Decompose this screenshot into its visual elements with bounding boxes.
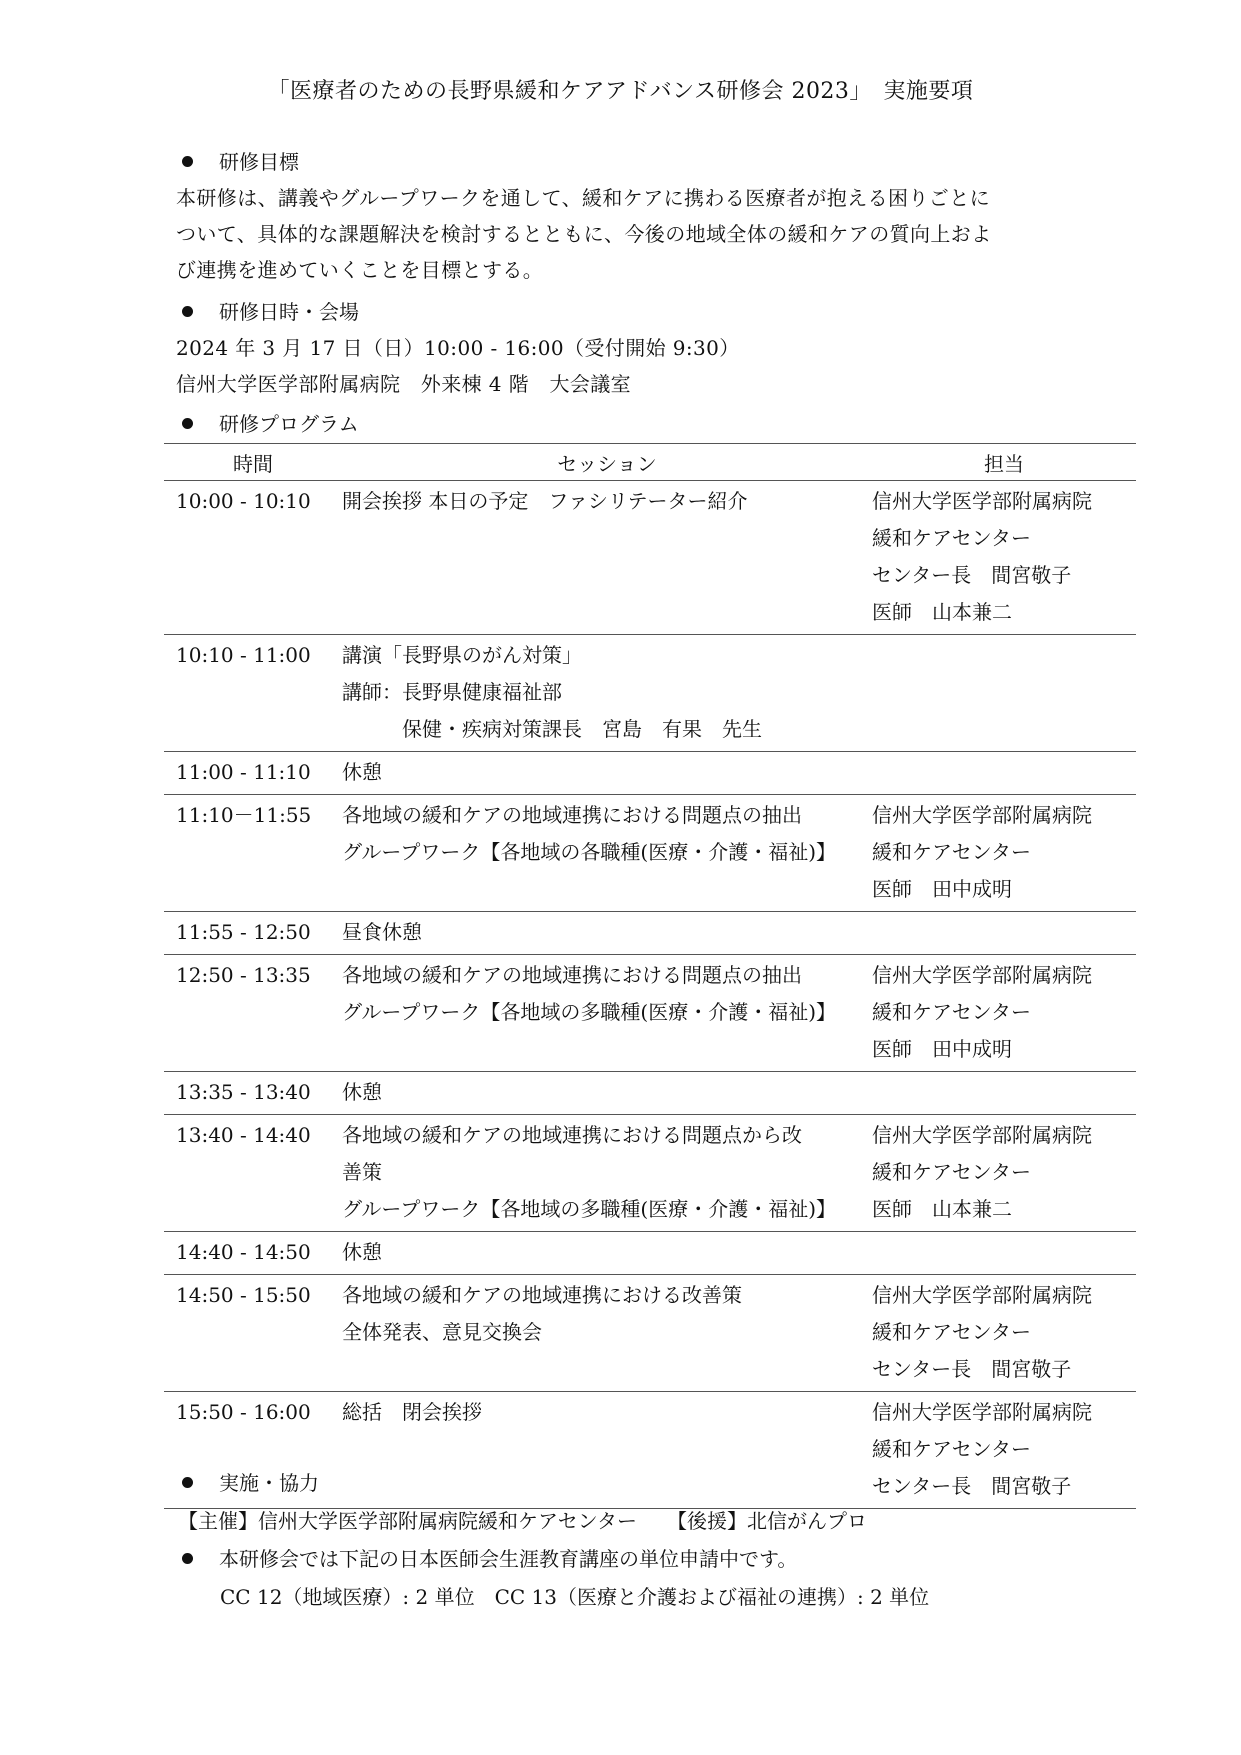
resp-line: 信州大学医学部附属病院 xyxy=(872,1400,1092,1424)
session-cell xyxy=(342,1232,872,1275)
table-row xyxy=(164,912,1136,955)
time-text: 13:40 - 14:40 xyxy=(176,1123,311,1147)
session-line: 休憩 xyxy=(342,760,382,784)
session-line: 休憩 xyxy=(342,1080,382,1104)
time-cell xyxy=(164,1115,342,1232)
time-cell xyxy=(164,635,342,752)
resp-cell xyxy=(872,635,1136,752)
table-row xyxy=(164,795,1136,912)
goal-line: 本研修は、講義やグループワークを通して、緩和ケアに携わる医療者が抱える困りごとに xyxy=(176,186,990,210)
organizer-heading: 実施・協力 xyxy=(176,1465,319,1501)
session-line: 休憩 xyxy=(342,1240,382,1264)
event-venue: 信州大学医学部附属病院 外来棟 4 階 大会議室 xyxy=(176,372,632,396)
resp-cell xyxy=(872,795,1136,912)
resp-line: センター長 間宮敬子 xyxy=(872,1474,1072,1498)
table-row xyxy=(164,1115,1136,1232)
session-line: 各地域の緩和ケアの地域連携における問題点から改 xyxy=(342,1123,802,1147)
column-header-resp: 担当 xyxy=(872,444,1136,481)
program-heading: 研修プログラム xyxy=(176,406,359,442)
session-line: 開会挨拶 本日の予定 ファシリテーター紹介 xyxy=(342,489,748,513)
time-cell xyxy=(164,1275,342,1392)
resp-line: 緩和ケアセンター xyxy=(872,1000,1031,1024)
resp-cell xyxy=(872,955,1136,1072)
bullet-icon xyxy=(182,306,193,317)
time-text: 10:00 - 10:10 xyxy=(176,489,311,513)
bullet-icon xyxy=(182,1477,193,1488)
session-line: グループワーク【各地域の各職種(医療・介護・福祉)】 xyxy=(342,840,837,864)
session-line: 保健・疾病対策課長 宮島 有果 先生 xyxy=(342,717,762,741)
time-text: 14:50 - 15:50 xyxy=(176,1283,311,1307)
table-header-row xyxy=(164,444,1136,481)
resp-cell xyxy=(872,1232,1136,1275)
session-line: グループワーク【各地域の多職種(医療・介護・福祉)】 xyxy=(342,1197,837,1221)
time-cell xyxy=(164,912,342,955)
session-cell xyxy=(342,795,872,912)
resp-line: センター長 間宮敬子 xyxy=(872,563,1072,587)
resp-cell xyxy=(872,481,1136,635)
credit-line: 本研修会では下記の日本医師会生涯教育講座の単位申請中です。 xyxy=(176,1541,797,1577)
resp-cell xyxy=(872,1392,1136,1509)
resp-line: 信州大学医学部附属病院 xyxy=(872,963,1092,987)
time-text: 11:00 - 11:10 xyxy=(176,760,311,784)
session-line: 総括 閉会挨拶 xyxy=(342,1400,482,1424)
resp-line: 緩和ケアセンター xyxy=(872,1437,1031,1461)
resp-cell xyxy=(872,1115,1136,1232)
resp-line: 信州大学医学部附属病院 xyxy=(872,1283,1092,1307)
time-cell xyxy=(164,1072,342,1115)
session-line: 各地域の緩和ケアの地域連携における問題点の抽出 xyxy=(342,963,802,987)
goal-line: ついて、具体的な課題解決を検討するとともに、今後の地域全体の緩和ケアの質向上およ xyxy=(176,222,992,246)
resp-line: 緩和ケアセンター xyxy=(872,1320,1031,1344)
table-row xyxy=(164,1072,1136,1115)
session-line: 善策 xyxy=(342,1160,382,1184)
resp-line: センター長 間宮敬子 xyxy=(872,1357,1072,1381)
time-text: 15:50 - 16:00 xyxy=(176,1400,311,1424)
time-text: 11:55 - 12:50 xyxy=(176,920,311,944)
session-cell xyxy=(342,1275,872,1392)
table-row xyxy=(164,635,1136,752)
bullet-icon xyxy=(182,1553,193,1564)
credit-detail: CC 12（地域医療）: 2 単位 CC 13（医療と介護および福祉の連携）: 2 単位 xyxy=(220,1585,930,1609)
session-cell xyxy=(342,912,872,955)
session-cell xyxy=(342,481,872,635)
resp-line: 医師 田中成明 xyxy=(872,1037,1012,1061)
organizer-line: 【主催】信州大学医学部附属病院緩和ケアセンター 【後援】北信がんプロ xyxy=(178,1509,867,1533)
resp-line: 緩和ケアセンター xyxy=(872,840,1031,864)
session-cell xyxy=(342,1115,872,1232)
session-line: グループワーク【各地域の多職種(医療・介護・福祉)】 xyxy=(342,1000,837,1024)
time-cell xyxy=(164,1232,342,1275)
column-header-session: セッション xyxy=(342,444,872,481)
resp-line: 信州大学医学部附属病院 xyxy=(872,1123,1092,1147)
session-line: 全体発表、意見交換会 xyxy=(342,1320,542,1344)
time-text: 10:10 - 11:00 xyxy=(176,643,311,667)
time-cell xyxy=(164,795,342,912)
time-text: 14:40 - 14:50 xyxy=(176,1240,311,1264)
resp-line: 信州大学医学部附属病院 xyxy=(872,489,1092,513)
table-row xyxy=(164,1232,1136,1275)
resp-cell xyxy=(872,912,1136,955)
program-table xyxy=(164,443,1136,1509)
resp-line: 信州大学医学部附属病院 xyxy=(872,803,1092,827)
column-header-time: 時間 xyxy=(164,444,342,481)
event-date: 2024 年 3 月 17 日（日）10:00 - 16:00（受付開始 9:30） xyxy=(176,336,740,360)
session-line: 講演「長野県のがん対策」 xyxy=(342,643,582,667)
document-title: 「医療者のための長野県緩和ケアアドバンス研修会 2023」 実施要項 xyxy=(267,79,974,104)
table-row xyxy=(164,752,1136,795)
resp-line: 医師 山本兼二 xyxy=(872,600,1012,624)
goal-paragraph xyxy=(176,180,992,288)
time-cell xyxy=(164,752,342,795)
time-cell xyxy=(164,955,342,1072)
session-line: 昼食休憩 xyxy=(342,920,422,944)
resp-line: 医師 田中成明 xyxy=(872,877,1012,901)
table-row xyxy=(164,955,1136,1072)
time-cell xyxy=(164,481,342,635)
resp-cell xyxy=(872,1275,1136,1392)
resp-line: 医師 山本兼二 xyxy=(872,1197,1012,1221)
session-line: 各地域の緩和ケアの地域連携における改善策 xyxy=(342,1283,742,1307)
session-cell xyxy=(342,635,872,752)
time-text: 12:50 - 13:35 xyxy=(176,963,311,987)
session-line: 講師：長野県健康福祉部 xyxy=(342,680,562,704)
resp-cell xyxy=(872,1072,1136,1115)
resp-line: 緩和ケアセンター xyxy=(872,1160,1031,1184)
table-row xyxy=(164,1275,1136,1392)
goal-heading: 研修目標 xyxy=(176,144,299,180)
program-table-body xyxy=(164,481,1136,1509)
bullet-icon xyxy=(182,418,193,429)
session-cell xyxy=(342,955,872,1072)
datetime-paragraph xyxy=(176,330,740,402)
resp-line: 緩和ケアセンター xyxy=(872,526,1031,550)
table-row xyxy=(164,481,1136,635)
bullet-icon xyxy=(182,156,193,167)
goal-line: び連携を進めていくことを目標とする。 xyxy=(176,258,544,282)
session-cell xyxy=(342,752,872,795)
session-cell xyxy=(342,1072,872,1115)
time-text: 13:35 - 13:40 xyxy=(176,1080,311,1104)
resp-cell xyxy=(872,752,1136,795)
session-line: 各地域の緩和ケアの地域連携における問題点の抽出 xyxy=(342,803,802,827)
datetime-heading: 研修日時・会場 xyxy=(176,294,359,330)
time-text: 11:10－11:55 xyxy=(176,803,312,827)
session-cell xyxy=(342,1392,872,1509)
